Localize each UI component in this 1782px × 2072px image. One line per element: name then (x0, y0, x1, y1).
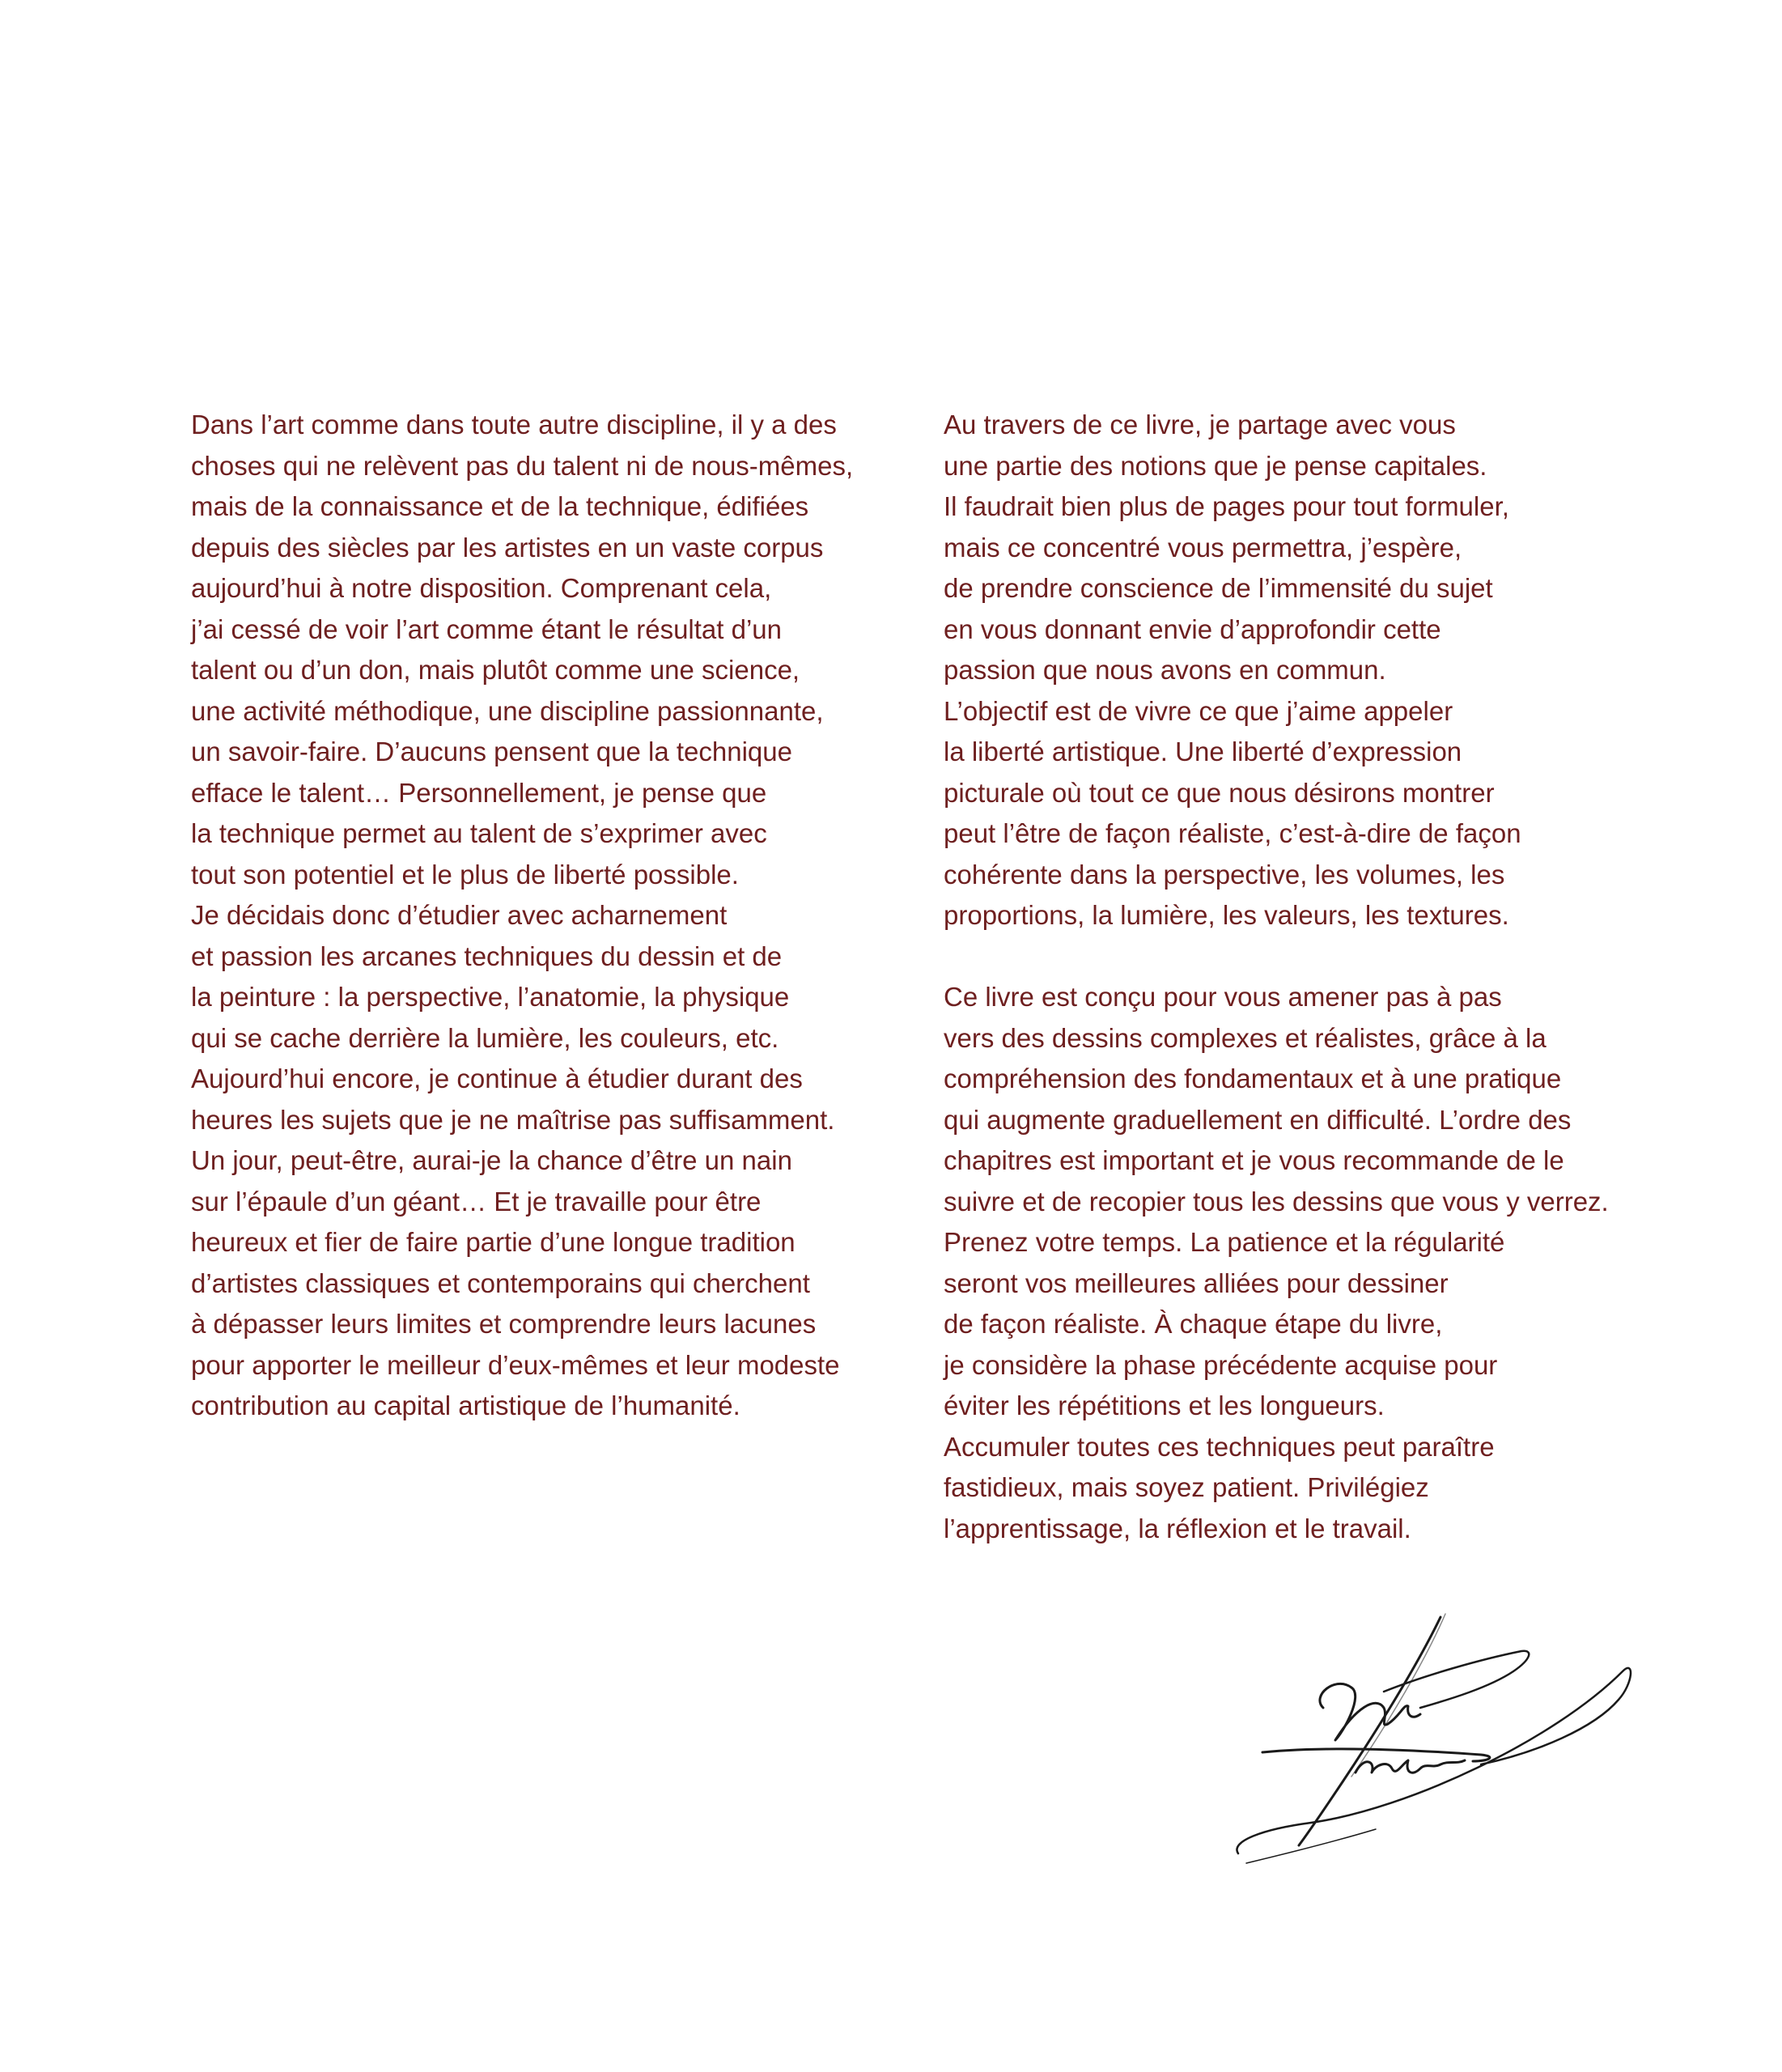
text-line: heures les sujets que je ne maîtrise pas suffisamment. (191, 1104, 835, 1135)
text-line: contribution au capital artistique de l’humanité. (191, 1391, 740, 1420)
text-line: Aujourd’hui encore, je continue à étudier durant des (191, 1064, 803, 1093)
text-line: l’apprentissage, la réflexion et le travail. (944, 1513, 1411, 1543)
signature-strokes (1237, 1614, 1631, 1863)
text-line: L’objectif est de vivre ce que j’aime appeler (944, 695, 1453, 726)
text-line: Au travers de ce livre, je partage avec vous (944, 410, 1456, 439)
text-line: un savoir-faire. D’aucuns pensent que la technique (191, 737, 792, 766)
text-line: qui augmente graduellement en difficulté. L’ordre des (944, 1104, 1572, 1135)
text-line: à dépasser leurs limites et comprendre leurs lacunes (191, 1309, 817, 1339)
text-line: la technique permet au talent de s’exprimer avec (191, 818, 767, 848)
text-line: une activité méthodique, une discipline passionnante, (191, 695, 824, 726)
text-line: pour apporter le meilleur d’eux-mêmes et leur modeste (191, 1349, 840, 1380)
text-line: suivre et de recopier tous les dessins que vous y verrez. (944, 1186, 1609, 1216)
text-line: et passion les arcanes techniques du dessin et de (191, 940, 783, 971)
author-signature (1214, 1611, 1651, 1886)
text-line: seront vos meilleures alliées pour dessiner (944, 1267, 1449, 1298)
text-line: une partie des notions que je pense capitales. (944, 450, 1487, 481)
text-line: aujourd’hui à notre disposition. Comprenant cela, (191, 573, 772, 603)
text-line: tout son potentiel et le plus de liberté possible. (191, 859, 739, 890)
text-line: peut l’être de façon réaliste, c’est-à-dire de façon (944, 818, 1521, 848)
text-line: Prenez votre temps. La patience et la régularité (944, 1227, 1505, 1257)
text-line: Dans l’art comme dans toute autre discipline, il y a des (191, 410, 837, 439)
text-line: Accumuler toutes ces techniques peut paraître (944, 1431, 1495, 1462)
text-line: la peinture : la perspective, l’anatomie, la physique (191, 982, 790, 1012)
text-line: Il faudrait bien plus de pages pour tout formuler, (944, 491, 1509, 521)
text-line: vers des dessins complexes et réalistes, grâce à la (944, 1022, 1547, 1053)
text-line: qui se cache derrière la lumière, les couleurs, etc. (191, 1022, 779, 1053)
text-line: fastidieux, mais soyez patient. Privilégiez (944, 1472, 1429, 1502)
text-line: chapitres est important et je vous recommande de le (944, 1145, 1564, 1175)
text-line: mais ce concentré vous permettra, j’espère, (944, 532, 1462, 563)
text-line: éviter les répétitions et les longueurs. (944, 1391, 1385, 1420)
text-line: cohérente dans la perspective, les volumes, les (944, 859, 1505, 890)
text-line: j’ai cessé de voir l’art comme étant le résultat d’un (191, 614, 782, 644)
text-line: depuis des siècles par les artistes en un vaste corpus (191, 532, 824, 563)
text-line: Un jour, peut-être, aurai-je la chance d’être un nain (191, 1145, 792, 1175)
text-line: Je décidais donc d’étudier avec acharnement (191, 900, 728, 930)
right-text-column (944, 405, 1672, 1549)
paragraph-intro (944, 405, 1672, 936)
text-line: picturale où tout ce que nous désirons montrer (944, 777, 1495, 808)
paragraph-gap (944, 936, 1672, 978)
text-line: en vous donnant envie d’approfondir cette (944, 614, 1441, 644)
left-text-column (191, 405, 919, 1427)
text-line: Ce livre est conçu pour vous amener pas à pas (944, 982, 1502, 1012)
text-line: la liberté artistique. Une liberté d’expression (944, 737, 1462, 766)
text-line: choses qui ne relèvent pas du talent ni de nous-mêmes, (191, 450, 854, 481)
text-line: talent ou d’un don, mais plutôt comme une science, (191, 655, 800, 685)
text-line: de prendre conscience de l’immensité du sujet (944, 573, 1493, 603)
text-line: proportions, la lumière, les valeurs, les textures. (944, 900, 1509, 930)
text-line: heureux et fier de faire partie d’une longue tradition (191, 1227, 796, 1257)
text-line: efface le talent… Personnellement, je pense que (191, 777, 767, 808)
text-line: je considère la phase précédente acquise pour (944, 1349, 1498, 1380)
text-line: passion que nous avons en commun. (944, 655, 1386, 685)
paragraph-method (944, 977, 1672, 1549)
text-line: compréhension des fondamentaux et à une pratique (944, 1064, 1562, 1093)
text-line: mais de la connaissance et de la technique, édifiées (191, 491, 809, 521)
text-line: d’artistes classiques et contemporains qui cherchent (191, 1267, 810, 1298)
text-line: de façon réaliste. À chaque étape du livre, (944, 1309, 1443, 1339)
text-line: sur l’épaule d’un géant… Et je travaille pour être (191, 1186, 762, 1216)
